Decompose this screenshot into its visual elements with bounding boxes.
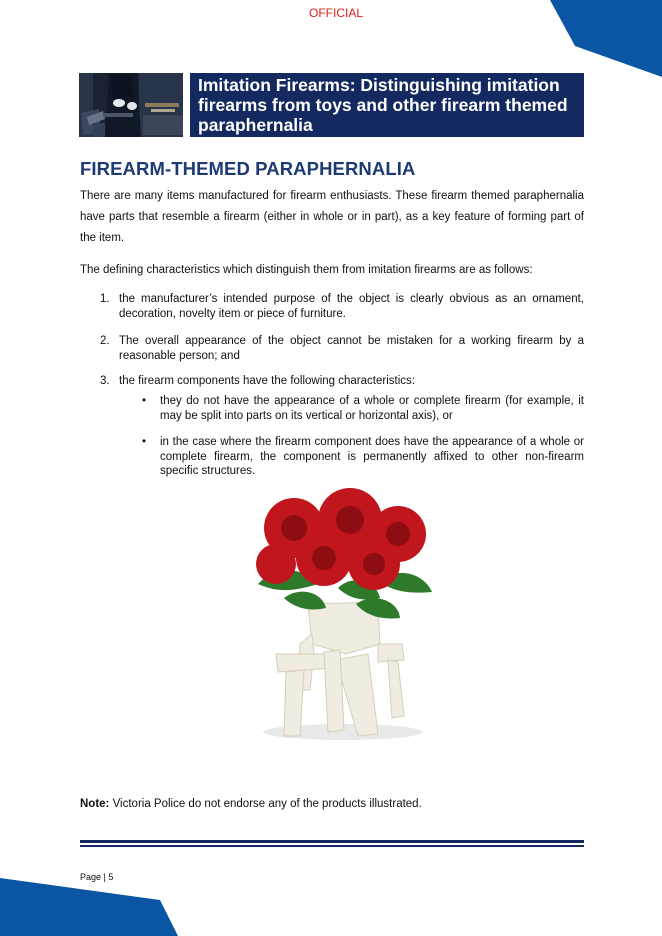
bullet-text: they do not have the appearance of a whole or complete firearm (for example, it may be split into parts on its vertical or horizontal axis), or xyxy=(160,395,584,422)
footer-rule-thin xyxy=(80,845,584,847)
page-number: Page | 5 xyxy=(80,872,114,882)
classification-label: OFFICIAL xyxy=(308,6,363,20)
bullet-marker: • xyxy=(142,395,147,407)
footer-divider xyxy=(80,840,584,847)
footer-rule-thick xyxy=(80,840,584,843)
note-text: Victoria Police do not endorse any of the products illustrated. xyxy=(109,798,422,810)
list-text: the manufacturer’s intended purpose of the object is clearly obvious as an ornament, decoration, novelty item or piece of furniture. xyxy=(119,293,584,320)
intro-paragraph: There are many items manufactured for firearm enthusiasts. These firearm themed paraphernalia have parts that resemble a firearm (either in whole or in part), as a key feature of forming part of the item. xyxy=(80,190,584,244)
bullet-text: in the case where the firearm component does have the appearance of a whole or complete firearm, the component is permanently affixed to other non-firearm specific structures. xyxy=(160,436,584,477)
list-number: 3. xyxy=(100,375,110,387)
list-number: 2. xyxy=(100,335,110,347)
list-text: the firearm components have the following characteristics: xyxy=(119,375,415,387)
bullet-marker: • xyxy=(142,436,147,448)
list-number: 1. xyxy=(100,293,110,305)
section-heading: FIREARM-THEMED PARAPHERNALIA xyxy=(80,158,416,179)
characteristics-paragraph: The defining characteristics which distinguish them from imitation firearms are as follows: xyxy=(80,264,533,276)
list-text: The overall appearance of the object cannot be mistaken for a working firearm by a reasonable person; and xyxy=(119,335,584,362)
top-corner-decoration xyxy=(402,0,662,80)
note-line xyxy=(80,798,422,810)
rose-vase-image xyxy=(228,484,448,746)
bottom-corner-decoration xyxy=(0,872,190,936)
note-label: Note: xyxy=(80,798,110,810)
document-title: Imitation Firearms: Distinguishing imitation firearms from toys and other firearm themed paraphernalia xyxy=(190,73,584,137)
header-photo xyxy=(79,73,183,137)
